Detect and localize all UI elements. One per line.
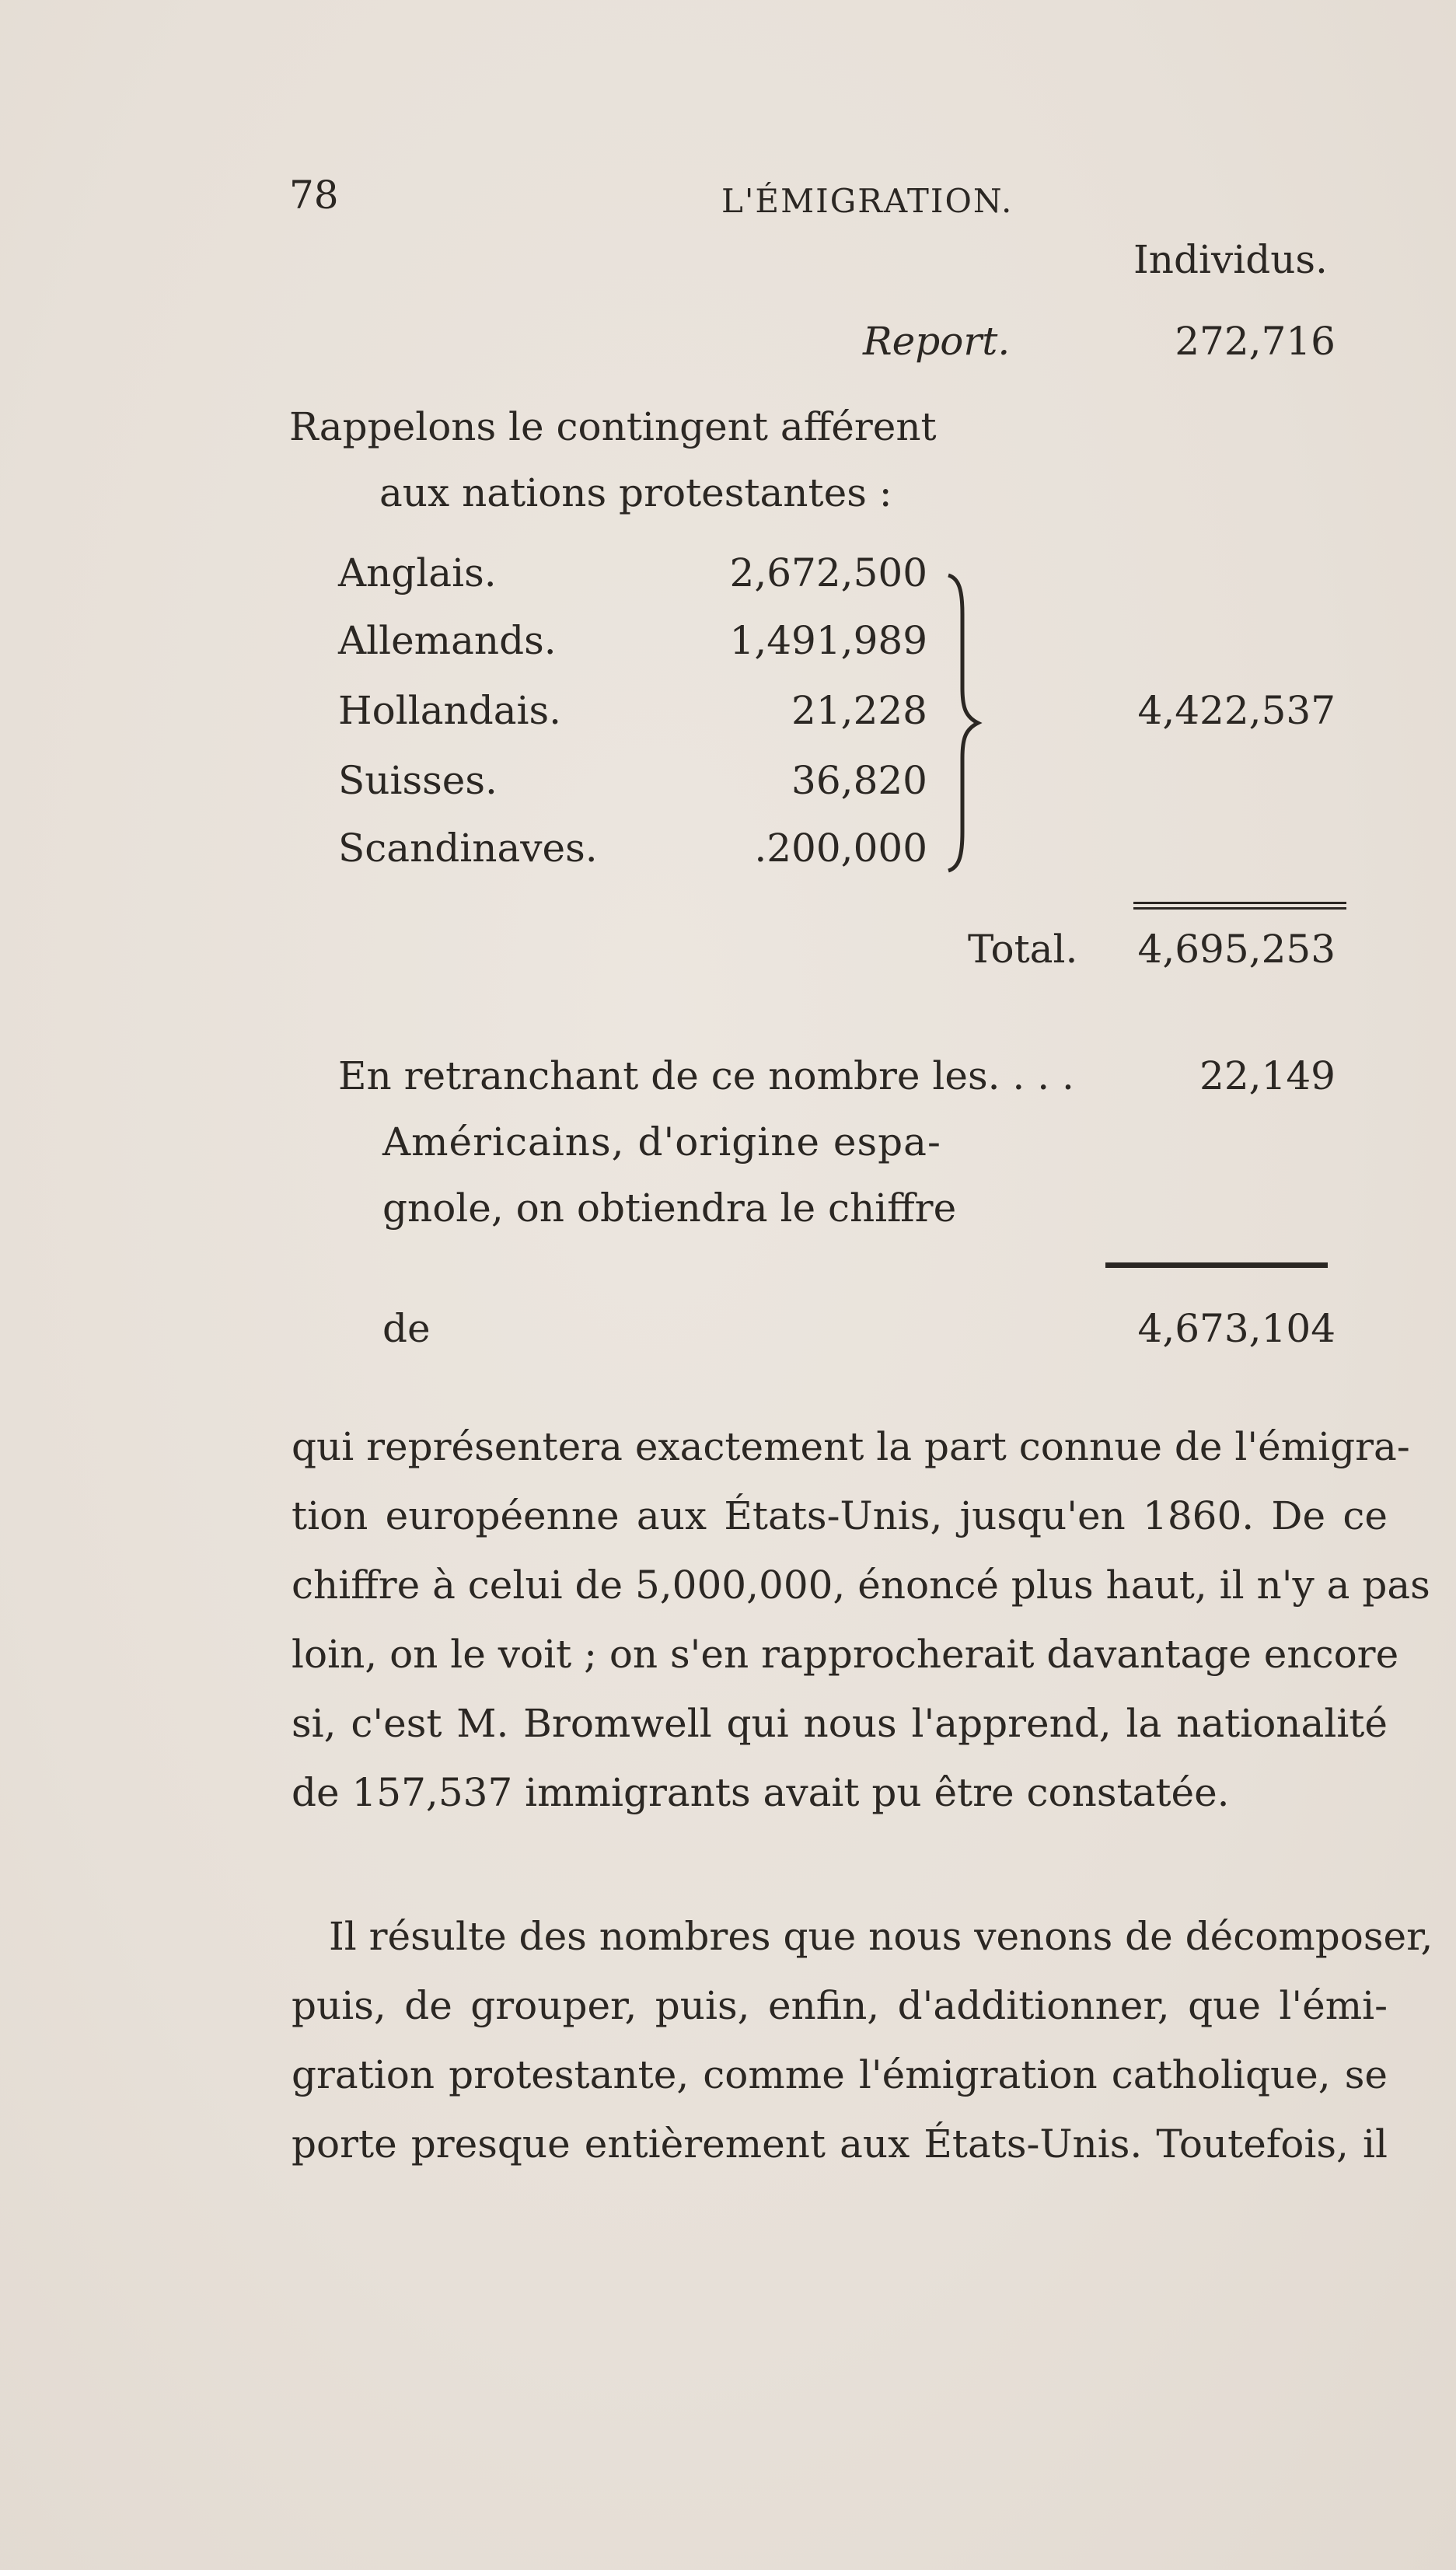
intro-line-2: aux nations protestantes : <box>379 470 892 515</box>
deduction-value: 22,149 <box>1199 1053 1336 1098</box>
deduction-line-3: gnole, on obtiendra le chiffre <box>382 1185 957 1231</box>
result-label: de <box>382 1306 431 1351</box>
sum-rule-thick <box>1105 1262 1328 1268</box>
unit-header: Individus. <box>1133 237 1328 282</box>
result-value: 4,673,104 <box>1137 1306 1336 1351</box>
nation-value: .200,000 <box>754 826 927 871</box>
text-line: qui représentera exactement la part connue de l'émigra- <box>292 1424 1410 1469</box>
nation-name: Allemands. <box>338 618 557 663</box>
text-line: de 157,537 immigrants avait pu être constatée. <box>292 1770 1230 1815</box>
page-number: 78 <box>289 173 339 218</box>
text-line: loin, on le voit ; on s'en rapprocherait davantage encore <box>292 1632 1399 1677</box>
paragraph-2 <box>292 1902 1433 2179</box>
total-label: Total. <box>968 927 1078 972</box>
nation-value: 2,672,500 <box>729 550 927 595</box>
report-label: Report. <box>863 319 1011 364</box>
nation-name: Hollandais. <box>338 688 562 733</box>
paragraph-1 <box>292 1412 1430 1828</box>
bracket-total: 4,422,537 <box>1137 688 1336 733</box>
right-brace <box>942 567 989 878</box>
nation-value: 21,228 <box>791 688 927 733</box>
deduction-line-2: Américains, d'origine espa- <box>382 1119 941 1165</box>
nation-name: Scandinaves. <box>338 826 598 871</box>
text-line: Il résulte des nombres que nous venons de décomposer, <box>329 1914 1433 1959</box>
report-value: 272,716 <box>1175 319 1336 364</box>
deduction-line-1: En retranchant de ce nombre les. . . . <box>338 1053 1074 1098</box>
running-title: L'ÉMIGRATION. <box>721 182 1014 220</box>
intro-line-1: Rappelons le contingent afférent <box>289 404 937 449</box>
nation-value: 36,820 <box>791 758 927 803</box>
text-line: puis, de grouper, puis, enfin, d'additionner, que l'émi- <box>292 1983 1388 2028</box>
nation-name: Suisses. <box>338 758 498 803</box>
sum-rule-double <box>1133 902 1346 910</box>
text-line: tion européenne aux États-Unis, jusqu'en 1860. De ce <box>292 1493 1388 1538</box>
text-line: chiffre à celui de 5,000,000, énoncé plus haut, il n'y a pas <box>292 1563 1430 1608</box>
text-line: si, c'est M. Bromwell qui nous l'apprend, la nationalité <box>292 1701 1388 1746</box>
nation-name: Anglais. <box>338 550 497 595</box>
text-line: porte presque entièrement aux États-Unis. Toutefois, il <box>292 2121 1388 2167</box>
total-value: 4,695,253 <box>1137 927 1336 972</box>
text-line: gration protestante, comme l'émigration catholique, se <box>292 2052 1388 2097</box>
nation-value: 1,491,989 <box>729 618 927 663</box>
